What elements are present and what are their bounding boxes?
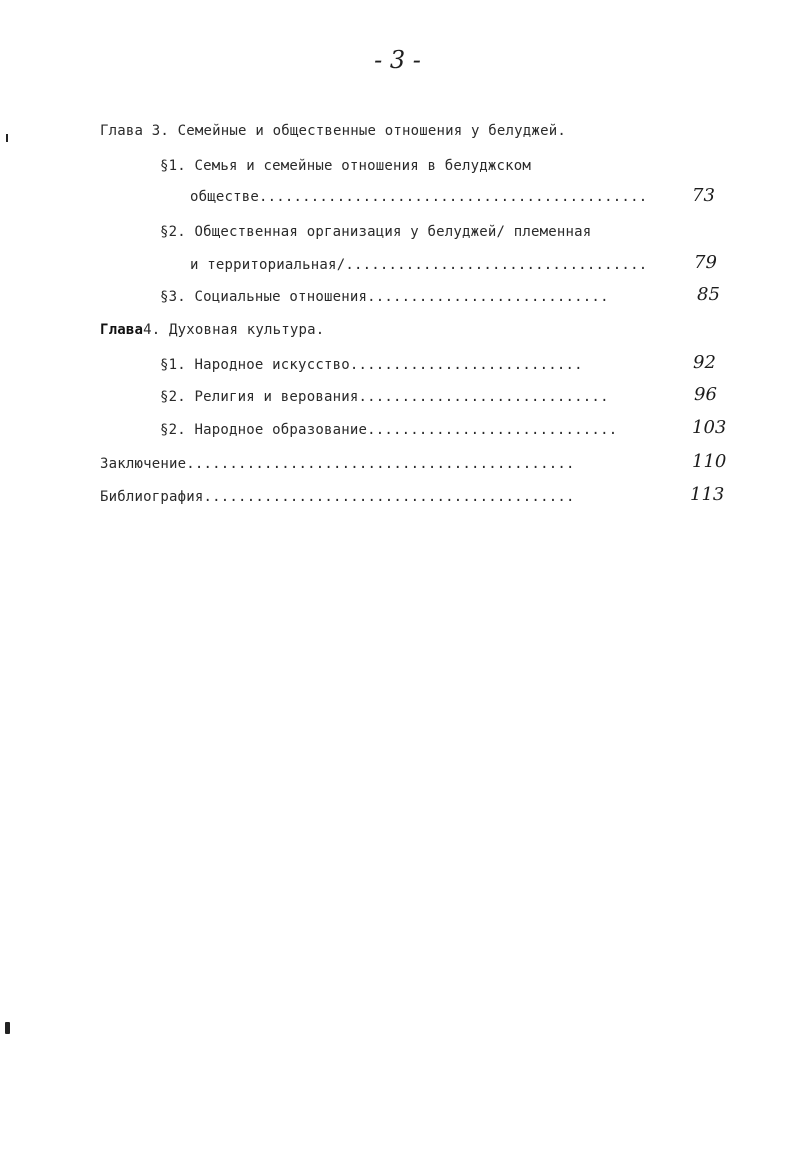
toc-chapter4-section1-line: §1. Народное искусство........................... — [160, 357, 583, 373]
toc-conclusion-page: 110 — [692, 451, 727, 472]
toc-chapter3-section3-page: 85 — [697, 284, 720, 305]
toc-chapter4-section3-line: §2. Народное образование............................. — [160, 422, 618, 438]
toc-chapter3-section2-page: 79 — [694, 252, 717, 273]
margin-mark-top — [6, 134, 8, 142]
toc-chapter3-section1-page: 73 — [692, 185, 715, 206]
toc-chapter4-title — [100, 321, 324, 339]
toc-chapter3-section1-line1: §1. Семья и семейные отношения в белуджском — [160, 158, 532, 174]
toc-chapter3-section3-line: §3. Социальные отношения............................ — [160, 289, 609, 305]
page-number: - 3 - — [374, 46, 421, 74]
toc-conclusion-line: Заключение............................................. — [100, 456, 575, 472]
toc-bibliography-line: Библиография........................................... — [100, 489, 575, 505]
toc-chapter4-label: Глава — [100, 322, 144, 338]
toc-chapter3-title: Глава 3. Семейные и общественные отношения у белуджей. — [100, 123, 566, 139]
toc-chapter3-section2-line1: §2. Общественная организация у белуджей/ племенная — [160, 224, 592, 240]
toc-chapter4-heading: 4. Духовная культура. — [143, 322, 325, 338]
toc-chapter4-section2-line: §2. Религия и верования............................. — [160, 389, 609, 405]
margin-mark-bottom — [5, 1022, 10, 1034]
toc-chapter4-section1-page: 92 — [693, 352, 716, 373]
toc-chapter4-section3-page: 103 — [692, 417, 727, 438]
toc-bibliography-page: 113 — [690, 484, 725, 505]
toc-chapter4-section2-page: 96 — [694, 384, 717, 405]
toc-chapter3-section2-line2: и территориальная/................................... — [190, 257, 648, 273]
toc-chapter3-section1-line2: обществе............................................. — [190, 189, 648, 205]
